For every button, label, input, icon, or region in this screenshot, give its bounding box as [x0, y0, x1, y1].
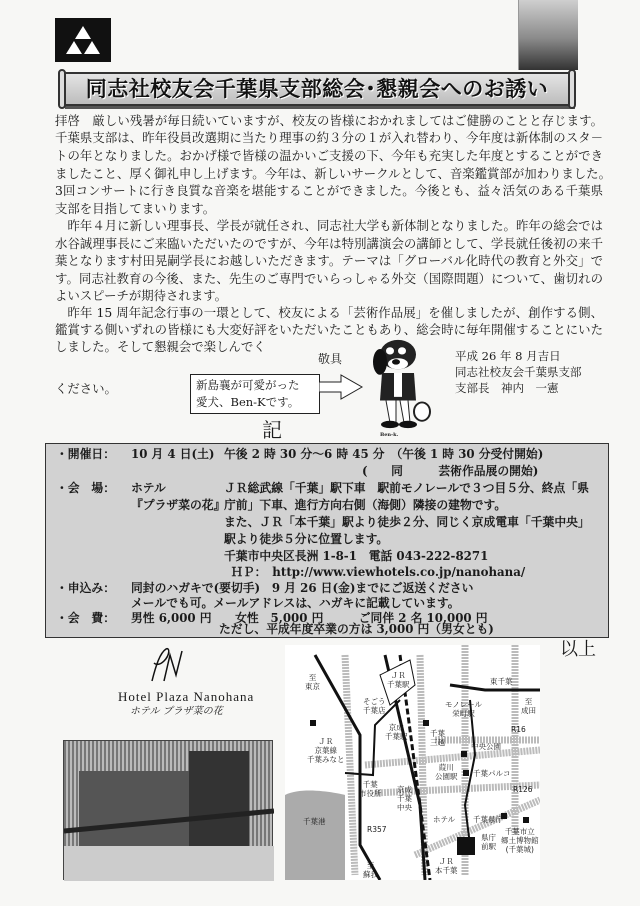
- date-label: ・開催日：: [56, 447, 115, 461]
- map-label: 京成 千葉駅: [385, 723, 408, 741]
- body-line: 拝啓 厳しい残暑が毎日続いていますが、校友の皆様におかれましてはご健勝のことと存じます。: [55, 113, 603, 128]
- hotel-name-en: Hotel Plaza Nanohana: [118, 689, 255, 704]
- fee-amounts: 男性 6,000 円 女性 5,000 円 ご同伴 2 名 10,000 円: [131, 611, 488, 625]
- body-line: す。同志社教育の今後、また、先生のご専門でいらっしゃる外交（国際問題）について、歯切れの: [55, 271, 603, 286]
- apply-label: ・申込み：: [56, 581, 115, 595]
- event-details-box: [45, 443, 609, 638]
- map-label: 葭川 公園駅: [435, 763, 458, 781]
- arrow-icon: [319, 372, 364, 402]
- map-label: 京成 千葉 中央: [397, 785, 412, 812]
- body-line: 鑑賞する側いずれの皆様にも大変好評をいただいたこともあり、総会時に毎年開催することにいた: [55, 322, 603, 337]
- map-label: 中央公園: [471, 742, 501, 751]
- body-line: トの年となりました。おかげ様で皆様の温かいご支援の下、今年も充実した年度とすることができ: [55, 148, 603, 163]
- map-label: 千葉 三越: [430, 729, 445, 747]
- map-label: 千葉県庁: [473, 815, 503, 824]
- body-line: 昨年４月に新しい理事長、学長が就任され、同志社大学も新体制となりました。昨年の総会では: [55, 218, 603, 233]
- map-label: そごう 千葉店: [363, 697, 386, 715]
- signature-date: 平成 26 年 8 月吉日: [455, 349, 561, 363]
- apply-text: 同封のハガキで(要切手) 9 月 26 日(金)までにご返送ください: [131, 581, 474, 595]
- closing-ijo: 以上: [560, 639, 596, 660]
- map-label: 東千葉: [490, 677, 513, 686]
- monogram-icon: [140, 645, 190, 687]
- map-label: R126: [513, 785, 533, 794]
- page-title: 同志社校友会千葉県支部総会･懇親会へのお誘い: [85, 77, 549, 101]
- map-label: R16: [511, 725, 526, 734]
- body-line: 3回コンサートに行き良質な音楽を堪能することができました。今後とも、益々活気のある千葉県: [55, 183, 603, 198]
- access-line: また、ＪＲ「本千葉」駅より徒歩２分、同じく京成電車「千葉中央」: [224, 515, 590, 529]
- venue-name: ホテル: [131, 481, 166, 495]
- map-label: ＪＲ 本千葉: [435, 857, 458, 875]
- callout-line: 愛犬、Ben-Kです。: [196, 395, 300, 409]
- map-label: 千葉パルコ: [473, 769, 511, 778]
- map-label: 県庁 前駅: [481, 833, 496, 851]
- hotel-photo: [63, 740, 273, 880]
- body-line: 千葉県支部は、昨年役員改選期に当たり理事の約３分の１が入れ替わり、今年度は新体制のスタ－: [55, 130, 603, 145]
- hotel-monogram-logo: [140, 645, 190, 687]
- body-line: 支部を目指してまいります。: [55, 201, 216, 216]
- event-date: 10 月 4 日(土): [131, 447, 215, 461]
- body-line: ましたこと、厚く御礼申し上げます。今年は、新しいサークルとして、音楽鑑賞部が加わりました。: [55, 166, 611, 181]
- ki-heading: 記: [262, 418, 282, 442]
- access-line: 駅より徒歩５分に位置します。: [224, 532, 389, 546]
- map-label: 千葉市立 郷土博物館 (千葉城): [501, 827, 539, 854]
- hotel-name-ja: ホテル プラザ菜の花: [130, 706, 223, 717]
- body-line: 葉となります村田晃嗣学長にお越しいただきます。テーマは「グローバル化時代の教育と外交」で: [55, 253, 603, 268]
- fee-note: ただし、平成年度卒業の方は 3,000 円（男女とも): [219, 622, 494, 636]
- title-banner: [62, 72, 572, 106]
- body-line: 昨年 15 周年記念行事の一環として、校友による「芸術作品展」を催しましたが、創作する側、: [55, 305, 603, 320]
- venue-label: ・会 場：: [56, 481, 115, 495]
- venue-name: 『プラザ菜の花』: [131, 498, 226, 512]
- map-label: 至 東京: [305, 673, 320, 691]
- venue-homepage-link[interactable]: ＨＰ： http://www.viewhotels.co.jp/nanohana/: [231, 565, 526, 579]
- access-map: [285, 645, 540, 880]
- map-label: 千葉 市役所: [359, 780, 382, 798]
- body-line: ください。: [55, 381, 117, 396]
- signature-org: 同志社校友会千葉県支部: [455, 365, 582, 379]
- body-line: 水谷誠理事長にご来臨いただいたのですが、今年は特別講演会の講師として、学長就任後初の来千: [55, 236, 603, 251]
- map-label: ＪＲ 京葉線 千葉みなと: [307, 737, 345, 764]
- exhibit-start: ( 同 芸術作品展の開始): [362, 464, 539, 478]
- mascot-caption: Ben-k.: [380, 432, 399, 438]
- body-line: しました。そして懇親会で楽しんでく: [55, 339, 266, 354]
- map-label: ホテル: [433, 815, 456, 824]
- closing-keigu: 敬具: [318, 352, 343, 366]
- trefoil-icon: [55, 18, 111, 62]
- ben-k-mascot-illustration: [360, 338, 435, 430]
- organization-logo: [55, 18, 111, 62]
- map-label: 千葉港: [303, 817, 326, 826]
- signature-name: 支部長 神内 一憲: [455, 381, 559, 395]
- map-label: 至 成田: [521, 697, 536, 715]
- map-label: 至 蘇我: [363, 861, 378, 879]
- venue-address: 千葉市中央区長洲 1-8-1 電話 043-222-8271: [224, 549, 489, 563]
- access-line: ＪＲ総武線「千葉」駅下車 駅前モノレールで３つ目５分、終点「県: [224, 481, 589, 495]
- map-label: ＪＲ 千葉駅: [387, 671, 410, 689]
- body-line: よいスピーチが期待されます。: [55, 288, 227, 303]
- callout-line: 新島襄が可愛がった: [196, 378, 300, 392]
- callout-box: [190, 374, 320, 414]
- fee-label: ・会 費：: [56, 611, 115, 625]
- apply-text: メールでも可。メールアドレスは、ハガキに記載しています。: [131, 596, 460, 610]
- map-label: R357: [367, 825, 387, 834]
- map-label: モノレール 栄町駅: [445, 700, 482, 718]
- access-line: 庁前」下車、進行方向右側（海側）隣接の建物です。: [224, 498, 507, 512]
- portrait-photo: [518, 0, 578, 70]
- event-time: 午後 2 時 30 分～6 時 45 分 （午後 1 時 30 分受付開始): [224, 447, 544, 461]
